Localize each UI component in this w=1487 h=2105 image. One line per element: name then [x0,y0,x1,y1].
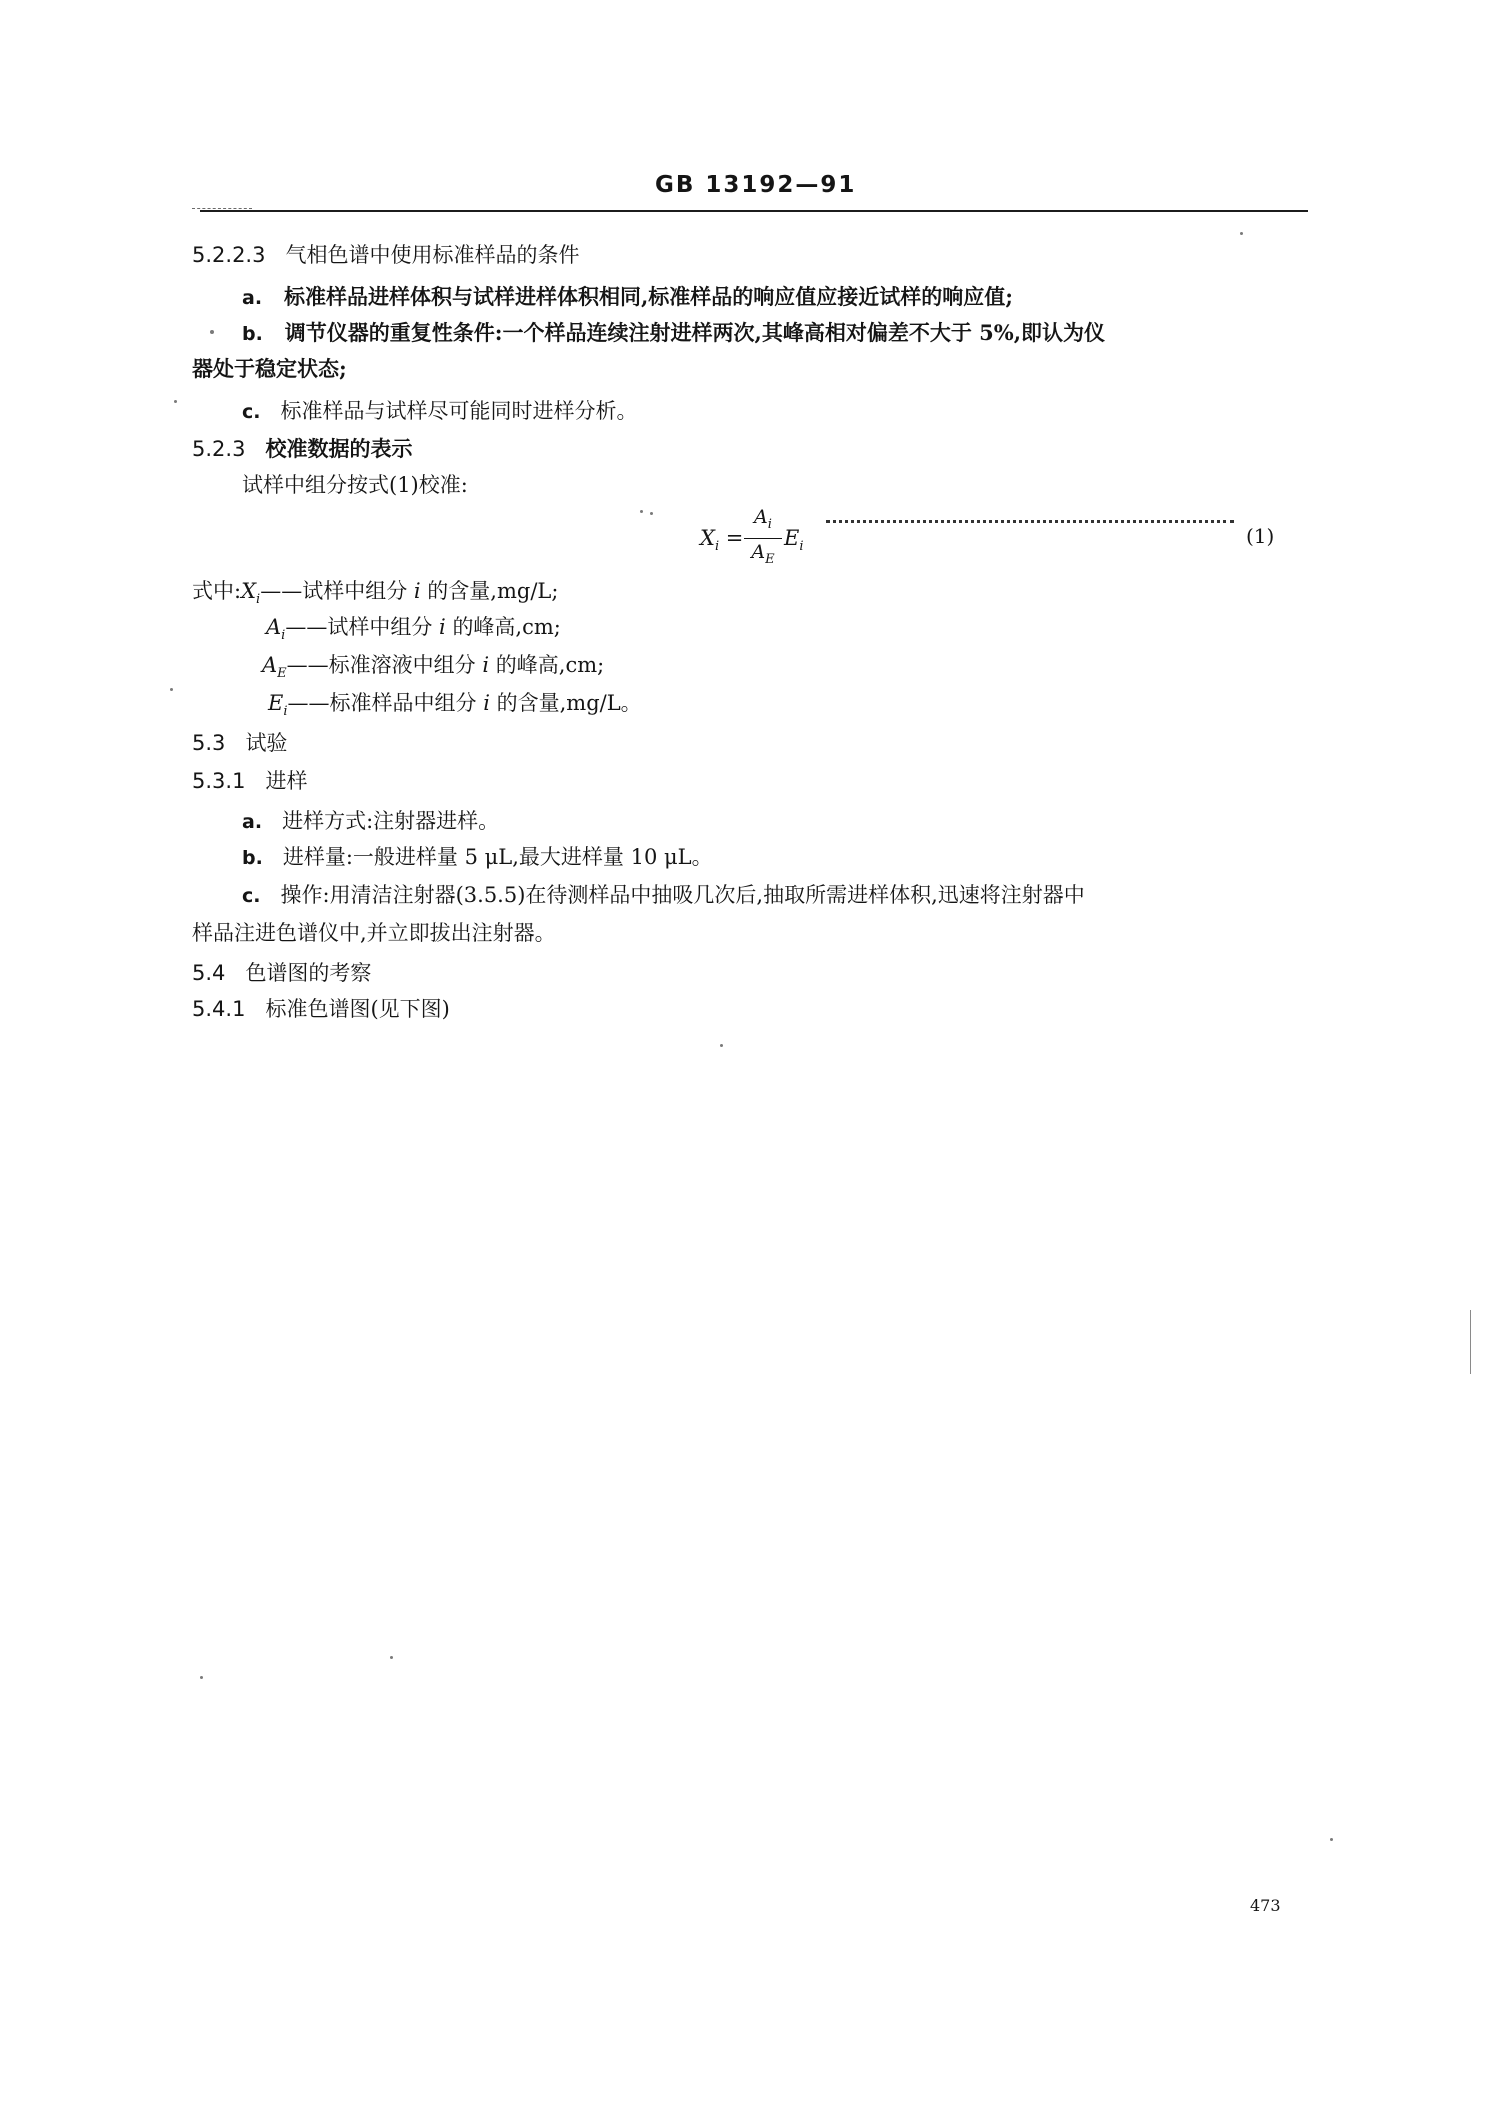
header-rule-left [192,208,252,209]
scan-artifact-line [1470,1310,1471,1374]
header-rule [200,210,1308,212]
section-5-3-heading [192,728,287,758]
section-number: 5.2.3 [192,437,246,461]
section-number: 5.4.1 [192,997,246,1021]
where-desc: 标准溶液中组分 [328,653,476,677]
factor-subscript: i [799,539,804,555]
scan-speck [640,510,643,513]
where-var: i [482,653,490,677]
scan-speck [720,1044,723,1047]
factor-symbol: E [784,526,800,550]
scan-speck [1240,232,1243,235]
where-row-4: $E_i——$标准样品中组分 i 的含量,mg/L。 [268,691,642,720]
where-row-3: $A_E——$标准溶液中组分 i 的峰高,cm; [262,653,605,682]
section-title: 试验 [245,731,288,755]
eq-lhs-symbol: X [700,526,715,550]
scan-speck [170,688,173,691]
section-5-4-1-heading [192,994,450,1024]
item-text: 进样方式:注射器进样。 [282,809,500,833]
standard-code-header: GB 13192—91 [655,172,857,198]
numerator-subscript: i [767,516,772,532]
scan-speck [200,1676,203,1679]
list-item-a-2 [242,806,499,837]
denominator-symbol: A [751,540,766,563]
item-label: c. [242,401,261,423]
item-label: b. [242,847,263,869]
item-text: 操作:用清洁注射器(3.5.5)在待测样品中抽吸几次后,抽取所需进样体积,迅速将注射器中 [280,883,1085,907]
eq-lhs-subscript: i [714,539,720,555]
where-symbol: X [241,579,257,603]
item-label: b. [242,323,263,345]
section-5-4-heading [192,958,371,988]
list-item-c-2-line1 [242,880,1085,911]
scan-speck [210,330,214,334]
item-text: 调节仪器的重复性条件:一个样品连续注射进样两次,其峰高相对偏差不大于 5%,即认为仪 [284,320,1106,345]
where-desc: 试样中组分 [302,579,408,603]
fraction-numerator [744,506,782,536]
list-item-a-1 [242,282,1013,313]
section-5-3-1-heading [192,766,307,796]
where-row-1: 式中$:X_i——$试样中组分 i 的含量,mg/L; [192,579,559,608]
section-title: 进样 [265,769,308,793]
section-number: 5.4 [192,961,226,985]
section-title: 色谱图的考察 [245,961,372,985]
section-5-2-2-3-heading [192,240,580,270]
denominator-subscript: E [765,551,775,567]
where-var: i [413,579,421,603]
section-number: 5.3 [192,731,226,755]
fraction-bar [744,538,782,539]
where-prefix: 式中: [192,579,242,603]
equation-fraction [744,506,782,571]
where-symbol: E [268,691,284,715]
list-item-b-1-line2: 器处于稳定状态; [192,356,347,381]
where-symbol: A [266,615,282,639]
scan-speck [650,512,653,515]
numerator-symbol: A [754,506,768,528]
scan-speck [174,400,177,403]
where-subscript: E [277,666,287,682]
where-subscript: i [281,628,286,644]
list-item-b-2 [242,842,713,873]
where-subscript: i [283,704,288,720]
item-label: a. [242,811,263,833]
section-5-2-3-heading [192,434,412,464]
where-subscript: i [256,592,261,608]
where-desc-tail: 的峰高,cm; [495,653,605,677]
item-text: 进样量:一般进样量 5 μL,最大进样量 10 μL。 [282,845,713,869]
fraction-denominator [744,541,782,571]
section-title: 标准色谱图(见下图) [265,997,450,1021]
scan-speck [390,1656,393,1659]
where-desc-tail: 的含量,mg/L。 [496,691,642,715]
item-text: 标准样品进样体积与试样进样体积相同,标准样品的响应值应接近试样的响应值; [283,284,1014,309]
equation-lhs: $X_i$ = [700,526,744,555]
equation-leader-dots [826,520,1234,523]
list-item-c-2-line2: 样品注进色谱仪中,并立即拔出注射器。 [192,921,556,945]
scan-speck [1330,1838,1333,1841]
section-title: 气相色谱中使用标准样品的条件 [285,243,580,267]
equation-number: (1) [1246,524,1275,548]
page-number: 473 [1250,1896,1281,1915]
where-var: i [439,615,446,639]
where-desc: 试样中组分 [327,615,433,639]
equation-factor [784,526,804,554]
list-item-b-1-line1 [242,318,1105,349]
where-desc-tail: 的含量,mg/L; [427,579,559,603]
where-desc: 标准样品中组分 [329,691,477,715]
where-var: i [483,691,490,715]
item-text: 标准样品与试样尽可能同时进样分析。 [280,399,638,423]
item-label: a. [242,287,263,309]
where-symbol: A [262,653,278,677]
section-title: 校准数据的表示 [265,436,413,461]
section-number: 5.3.1 [192,769,246,793]
calibration-intro: 试样中组分按式(1)校准: [242,473,468,497]
list-item-c-1 [242,396,638,427]
section-number: 5.2.2.3 [192,243,266,267]
where-desc-tail: 的峰高,cm; [452,615,561,639]
item-label: c. [242,885,261,907]
where-row-2: $A_i——$试样中组分 i 的峰高,cm; [266,615,561,644]
